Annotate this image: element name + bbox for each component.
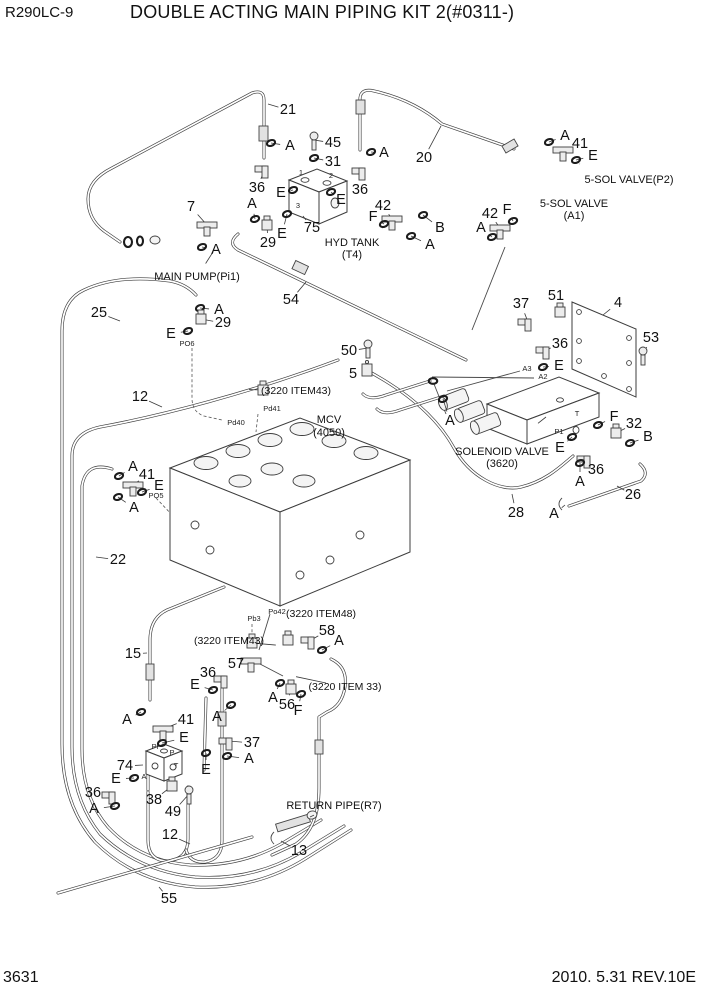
callout-a: A [575,473,585,490]
leader-line [603,309,610,315]
callout-a: A [285,137,295,154]
fitting-symbol [286,684,296,694]
callout-28: 28 [507,504,525,521]
fitting-symbol [169,777,175,781]
callout-36: 36 [199,664,217,681]
fitting-symbol [264,216,270,220]
callout-a: A [214,301,224,318]
callout-75: 75 [303,219,321,236]
callout-po6: PO6 [179,338,195,348]
page-title: DOUBLE ACTING MAIN PIPING KIT 2(#0311-) [130,2,515,22]
callout-f: F [293,702,303,719]
bolt-symbol [641,355,645,365]
callout-p1: P1 [554,426,564,436]
leader-line [562,505,565,508]
bolt-symbol [310,132,318,140]
leader-line [149,401,162,407]
callout-29: 29 [214,314,232,331]
callout-a: A [211,241,221,258]
bolt-symbol [187,794,191,804]
elbow-fitting-symbol [543,347,549,359]
fitting-symbol [198,310,204,314]
bolt-symbol [639,347,647,355]
elbow-fitting-symbol [109,792,115,804]
callout-main-pump-pi1: MAIN PUMP(Pi1) [154,270,240,283]
callout-74: 74 [116,757,134,774]
revision-date: 2010. 5.31 REV.10E [551,969,696,986]
callout-e: E [336,191,346,208]
fitting-symbol [555,307,565,317]
callout-a: A [476,219,486,236]
leader-line [284,214,287,224]
elbow-fitting-symbol [226,738,232,750]
tee-fitting-symbol [130,487,136,496]
callout-5-sol-valve-p2: 5-SOL VALVE(P2) [584,173,674,186]
main-pump-fittings [124,236,437,384]
tee-fitting-symbol [160,731,166,740]
callout-51: 51 [547,287,565,304]
elbow-fitting-symbol [525,319,531,331]
callout-b: B [435,219,445,236]
callout-mcv: MCV [316,413,342,426]
fitting-symbol [288,680,294,684]
callout-54: 54 [282,291,300,308]
callout-53: 53 [642,329,660,346]
elbow-fitting-symbol [221,676,227,688]
callout-e: E [276,184,286,201]
callout-38: 38 [145,791,163,808]
callout-a2: A2 [538,371,548,381]
callout-a1: (A1) [563,209,585,222]
elbow-fitting-symbol [359,168,365,180]
callout-a: A [560,127,570,144]
callout-12: 12 [161,826,179,843]
leader-line [108,317,120,321]
callout-37: 37 [243,734,261,751]
bolt-symbol [364,340,372,348]
tee-fitting-symbol [497,230,503,239]
clamp-symbol [362,364,372,376]
callout-a: A [549,505,559,522]
callout-a3: A3 [522,363,532,373]
fitting-symbol [285,631,291,635]
callout-a: A [244,750,254,767]
model-code: R290LC-9 [5,4,74,21]
bolt-symbol [366,348,370,358]
callout-42: 42 [374,197,392,214]
callout-po5: PO5 [148,490,164,500]
callout-3220-item-33: (3220 ITEM 33) [308,680,382,693]
callout-3220-item48: (3220 ITEM48) [285,607,357,620]
callout-a: A [89,800,99,817]
callout-31: 31 [324,153,342,170]
callout-3620: (3620) [486,457,518,470]
callout-41: 41 [177,711,195,728]
callout-3220-item43: (3220 ITEM43) [193,634,265,647]
callout-e: E [277,225,287,242]
callout-37: 37 [512,295,530,312]
callout-f: F [609,408,619,425]
callout-a: A [247,195,257,212]
callout-e: E [111,770,121,787]
callout-7: 7 [186,198,196,215]
callout-e: E [190,676,200,693]
mounting-plate [572,302,636,397]
callout-41: 41 [571,135,589,152]
callout-29: 29 [259,234,277,251]
callout-3220-item43: (3220 ITEM43) [260,384,332,397]
callout-t4: (T4) [341,248,363,261]
leader-line [104,806,115,808]
leader-line [96,557,108,559]
callout-57: 57 [227,655,245,672]
callout-4: 4 [613,294,623,311]
callout-solenoid-valve: SOLENOID VALVE [455,445,549,458]
callout-36: 36 [587,461,605,478]
callout-25: 25 [90,304,108,321]
callout-12: 12 [131,388,149,405]
callout-hyd-tank: HYD TANK [324,236,380,249]
callout-4050: (4050) [313,426,345,439]
callout-2: 2 [328,170,334,180]
callout-pd40: Pd40 [227,417,245,427]
callout-po42: Po42 [268,606,286,616]
callout-a: A [128,458,138,475]
callout-15: 15 [124,645,142,662]
callout-a: A [129,499,139,516]
callout-pi: Pi [151,741,159,751]
callout-a: A [425,236,435,253]
callout-e: E [166,325,176,342]
callout-pd41: Pd41 [263,403,281,413]
callout-t: T [173,760,179,770]
callout-55: 55 [160,890,178,907]
callout-36: 36 [84,784,102,801]
fitting-symbol [167,781,177,791]
callout-21: 21 [279,101,297,118]
tee-fitting-symbol [248,663,254,672]
callout-36: 36 [551,335,569,352]
callout-a: A [445,412,455,429]
callout-a: A [379,144,389,161]
callout-5: 5 [348,365,358,382]
callout-32: 32 [625,415,643,432]
callout-22: 22 [109,551,127,568]
callout-41: 41 [138,466,156,483]
callout-e: E [201,761,211,778]
callout-3: 3 [295,200,301,210]
tee-fitting-symbol [560,152,566,161]
clamp-symbol [365,360,368,363]
leader-line [291,190,293,191]
callout-e: E [154,477,164,494]
callout-e: E [179,729,189,746]
leader-line [268,104,278,107]
oring-symbol [250,215,260,223]
leader-line [429,126,441,149]
callout-42: 42 [481,205,499,222]
fitting-symbol [611,428,621,438]
callout-a: A [122,711,132,728]
callout-f: F [502,201,512,218]
fitting-symbol [283,635,293,645]
callout-return-pipe-r7: RETURN PIPE(R7) [286,799,382,812]
callout-26: 26 [624,486,642,503]
callout-45: 45 [324,134,342,151]
tee-fitting-symbol [389,221,395,230]
callout-pb3: Pb3 [247,613,261,623]
fitting-symbol [196,314,206,324]
mcv-block [170,418,410,606]
callout-f: F [368,208,378,225]
callout-e: E [555,439,565,456]
callout-49: 49 [164,803,182,820]
callout-58: 58 [318,622,336,639]
callout-a: A [141,771,147,781]
tee-fitting-symbol [204,227,210,236]
callout-a: A [334,632,344,649]
callout-t: T [574,408,580,418]
elbow-fitting-symbol [308,637,314,649]
callout-b: B [643,428,653,445]
bolt-symbol [312,140,316,150]
callout-e: E [588,147,598,164]
callout-5-sol-valve: 5-SOL VALVE [539,197,609,210]
leader-line [297,282,306,292]
leader-line [512,494,514,503]
fitting-symbol [262,220,272,230]
elbow-fitting-symbol [262,166,268,178]
callout-36: 36 [351,181,369,198]
page-number: 3631 [3,969,39,986]
bolt-symbol [185,786,193,794]
callout-13: 13 [290,842,308,859]
callout-50: 50 [340,342,358,359]
callout-36: 36 [248,179,266,196]
callout-a: A [212,708,222,725]
callout-p: P [169,747,175,757]
callout-20: 20 [415,149,433,166]
callout-56: 56 [278,696,296,713]
callout-a: A [268,689,278,706]
callout-1: 1 [298,167,304,177]
callout-e: E [554,357,564,374]
